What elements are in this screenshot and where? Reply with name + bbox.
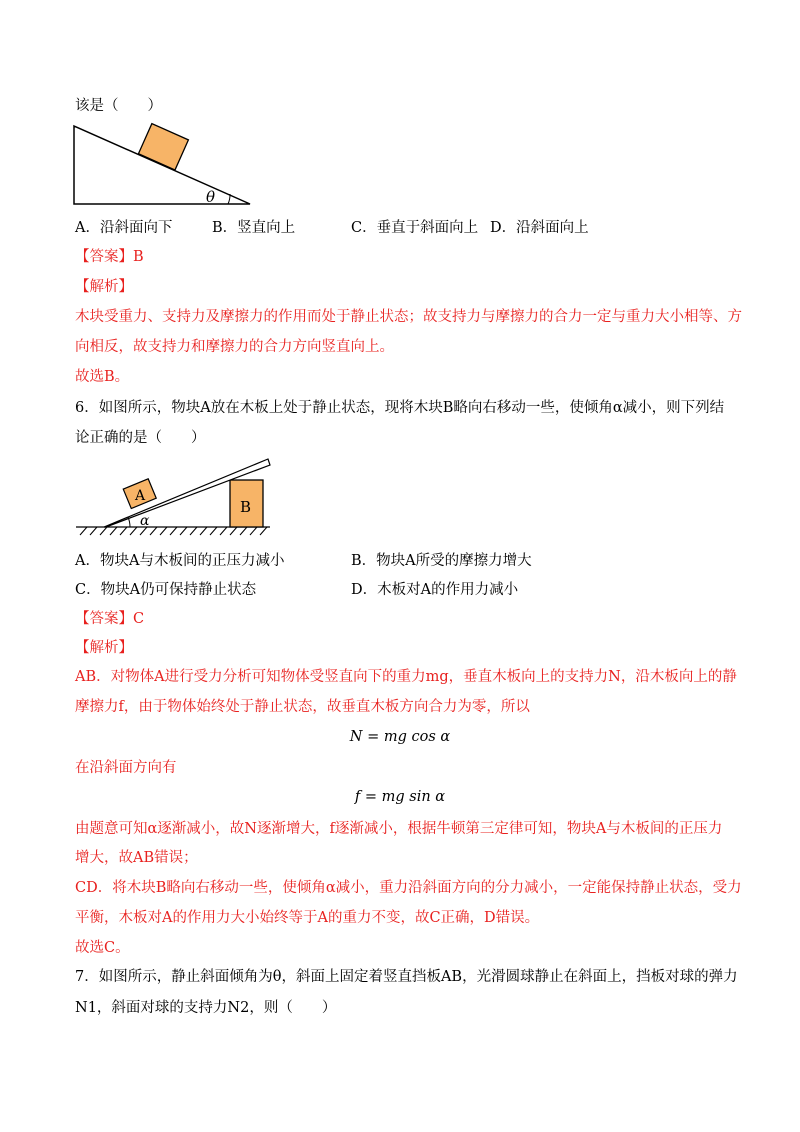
q6-stem-line-2: 论正确的是（ ）: [75, 430, 206, 446]
q5-option-a: A．沿斜面向下: [75, 220, 173, 236]
q6-equation-normal: N = mg cos α: [349, 729, 451, 745]
q6-board-figure: [70, 455, 280, 537]
q5-conclusion: 故选B。: [75, 369, 130, 385]
q5-option-d: D．沿斜面向上: [490, 220, 589, 236]
q6-conclusion: 故选C。: [75, 940, 130, 956]
theta-label: θ: [206, 188, 216, 206]
q6-option-c: C．物块A仍可保持静止状态: [75, 582, 257, 598]
q6-analysis-cd-line-2: 平衡，木板对A的作用力大小始终等于A的重力不变，故C正确，D错误。: [75, 910, 540, 926]
q6-analysis-title: 【解析】: [75, 640, 133, 656]
q6-stem-line-1: 6．如图所示，物块A放在木板上处于静止状态，现将木块B略向右移动一些，使倾角α减小，则下列结: [75, 400, 725, 416]
q6-option-d: D．木板对A的作用力减小: [351, 582, 519, 598]
q5-analysis-title: 【解析】: [75, 279, 133, 295]
q6-option-b: B．物块A所受的摩擦力增大: [351, 553, 532, 569]
block-a-label: A: [135, 488, 146, 504]
q6-option-a: A．物块A与木板间的正压力减小: [75, 553, 285, 569]
q6-analysis-cd-line-1: CD．将木块B略向右移动一些，使倾角α减小，重力沿斜面方向的分力减小，一定能保持静止状态，受力: [75, 880, 742, 896]
q5-stem-tail: 该是（ ）: [75, 98, 162, 114]
q6-along-slope: 在沿斜面方向有: [75, 760, 177, 776]
q5-analysis-line-1: 木块受重力、支持力及摩擦力的作用而处于静止状态；故支持力与摩擦力的合力一定与重力大小相等、方: [75, 309, 742, 325]
q5-analysis-line-2: 向相反，故支持力和摩擦力的合力方向竖直向上。: [75, 339, 394, 355]
alpha-label: α: [140, 513, 150, 529]
block-b-label: B: [240, 498, 252, 516]
q5-answer: 【答案】B: [75, 249, 144, 265]
q6-answer: 【答案】C: [75, 611, 145, 627]
q6-analysis-ab-line-1: AB．对物体A进行受力分析可知物体受竖直向下的重力mg，垂直木板向上的支持力N，沿木板向上的静: [75, 669, 737, 685]
q6-analysis-ab-line-2: 摩擦力f，由于物体始终处于静止状态，故垂直木板方向合力为零，所以: [75, 699, 530, 715]
q5-option-b: B．竖直向上: [212, 220, 296, 236]
q5-option-c: C．垂直于斜面向上: [351, 220, 479, 236]
q6-equation-friction: f = mg sin α: [354, 789, 446, 805]
q6-analysis-ab-line-3: 由题意可知α逐渐减小，故N逐渐增大，f逐渐减小，根据牛顿第三定律可知，物块A与木板间的正压力: [75, 821, 723, 837]
q6-analysis-ab-line-4: 增大，故AB错误；: [75, 850, 198, 866]
q7-stem-line-1: 7．如图所示，静止斜面倾角为θ，斜面上固定着竖直挡板AB，光滑圆球静止在斜面上，挡板对球的弹力: [75, 969, 738, 985]
q5-incline-figure: [70, 118, 260, 210]
q7-stem-line-2: N1，斜面对球的支持力N2，则（ ）: [75, 1000, 337, 1016]
